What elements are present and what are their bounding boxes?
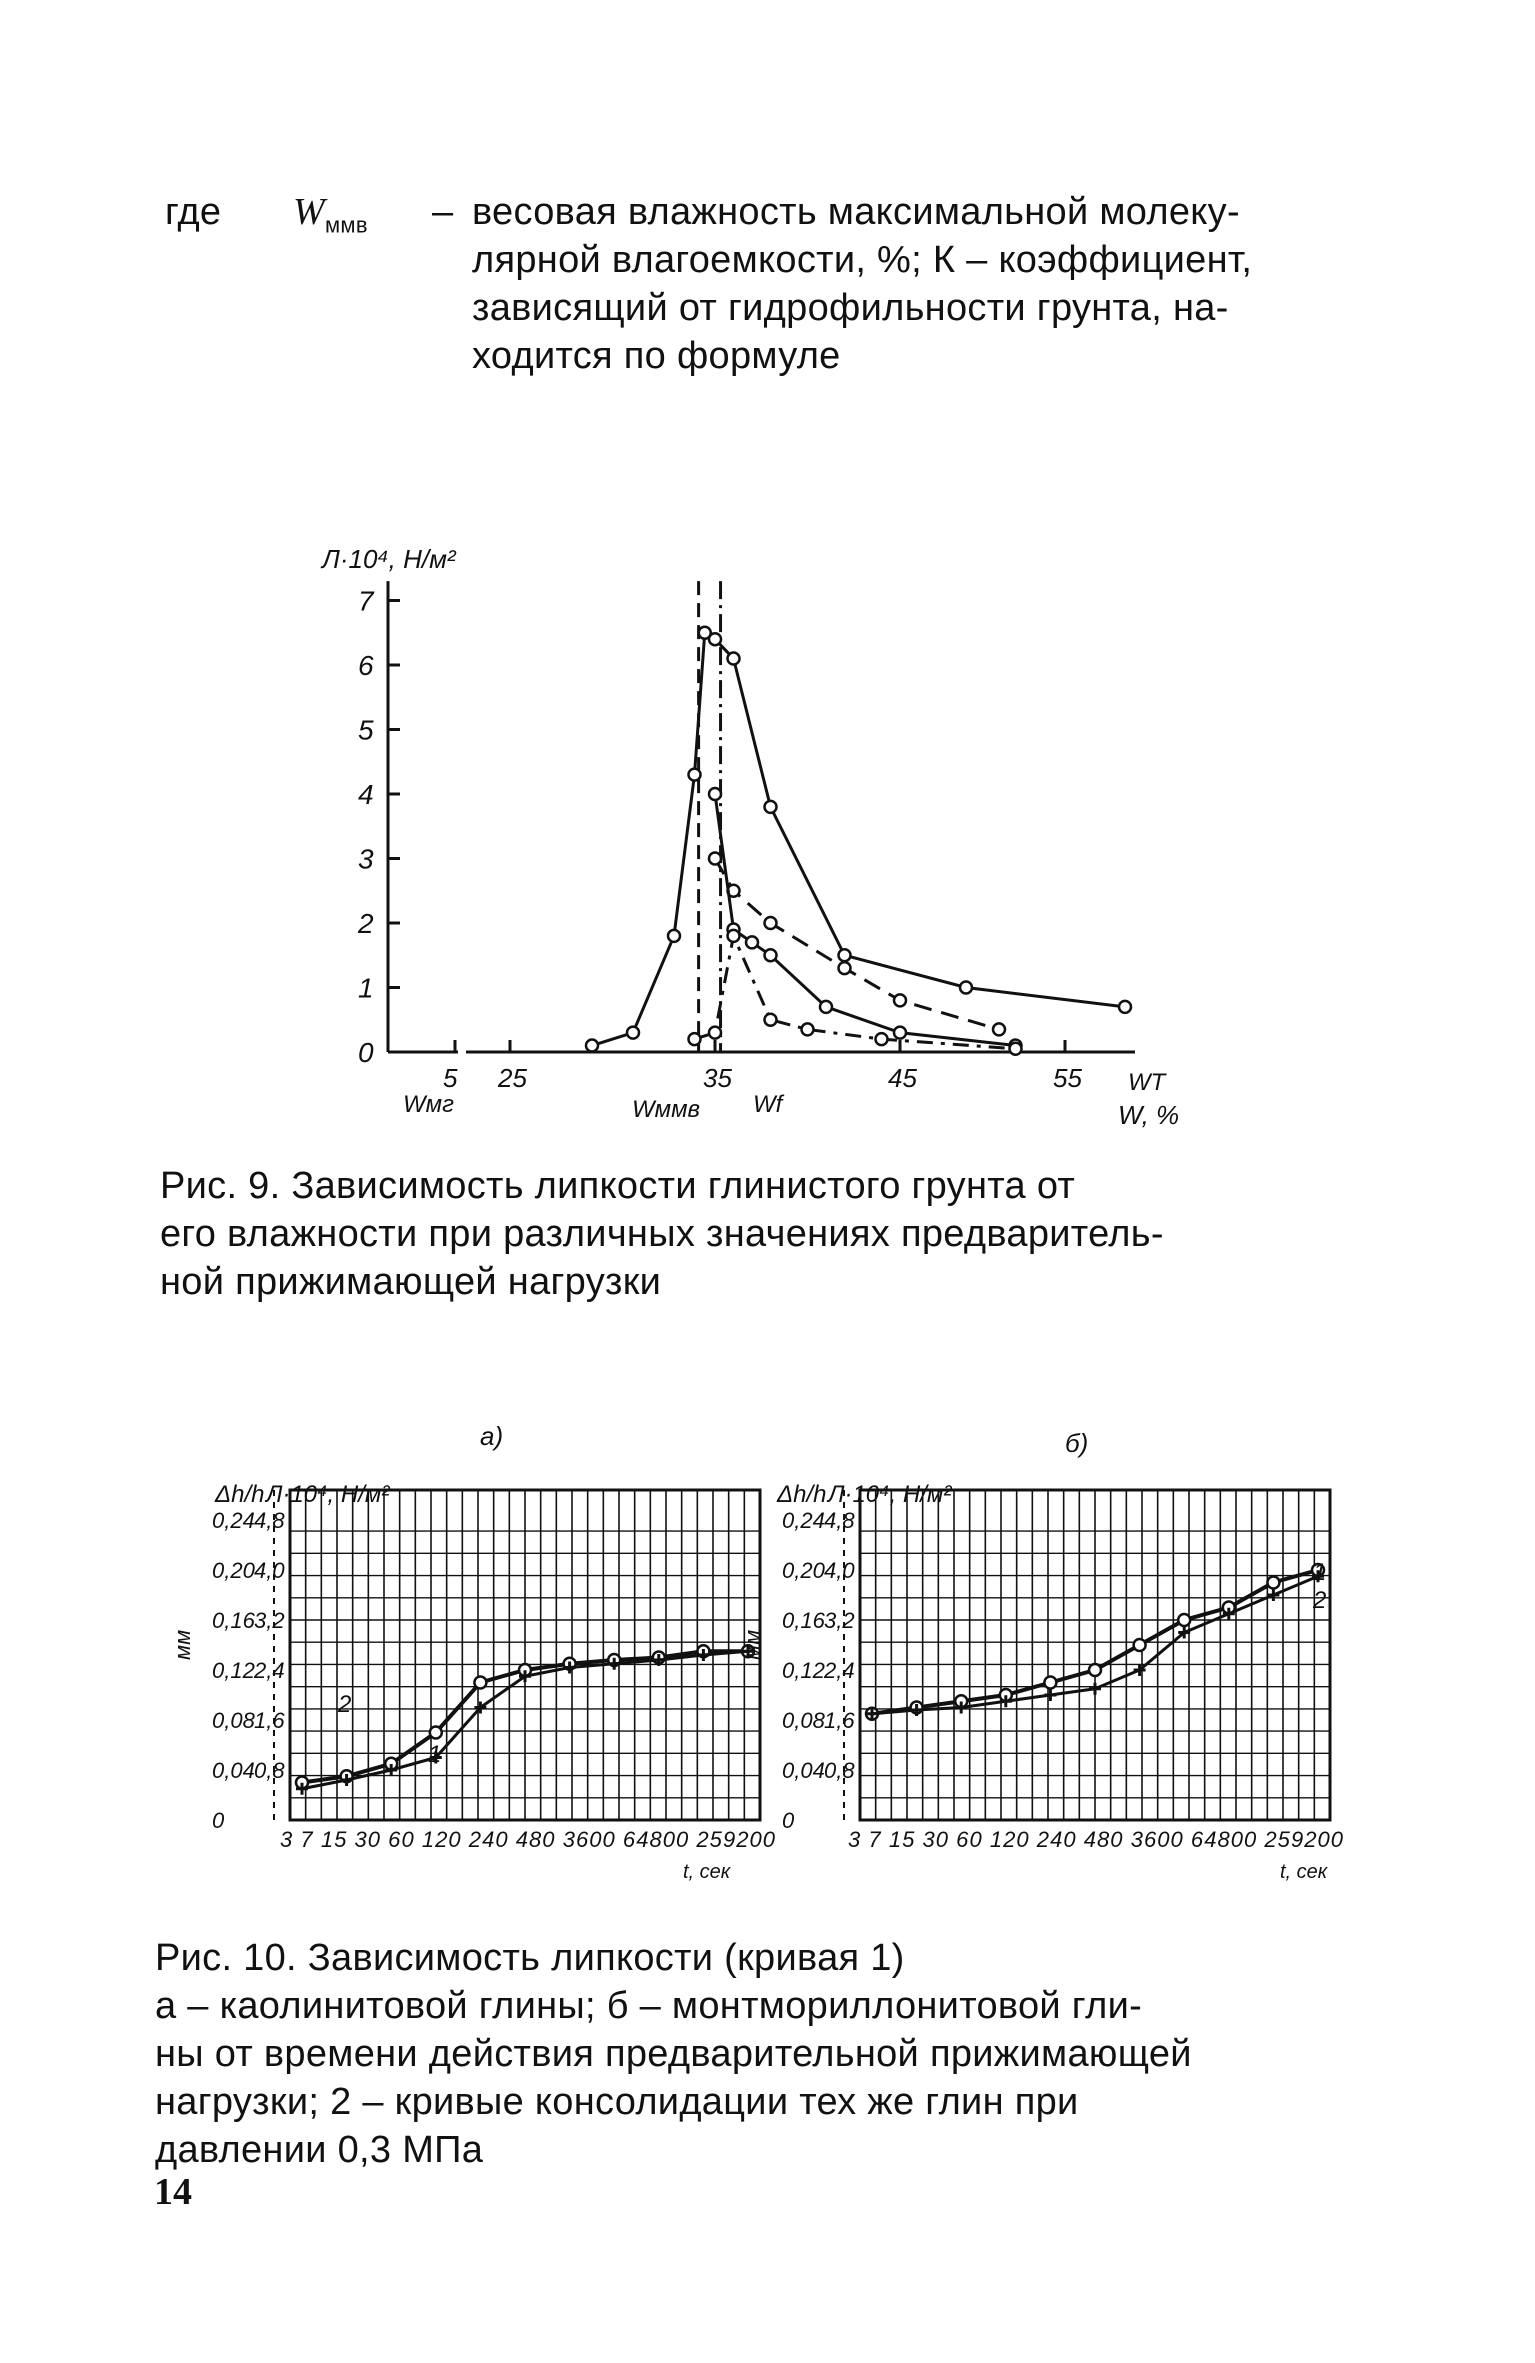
fig9-marker-w-percent: W, % [1118, 1100, 1180, 1130]
fig10b-curve-label-2: 2 [1313, 1587, 1327, 1614]
definition-line: ходится по формуле [472, 335, 841, 377]
fig10a-tick-left: 0,04 [212, 1758, 255, 1783]
fig10a-point [430, 1727, 442, 1739]
fig10a-tick-left: 0,24 [212, 1508, 255, 1533]
fig10-panel-b [782, 1490, 1330, 1833]
fig10a-y-unit: мм [170, 1629, 195, 1660]
fig9-y-tick-label: 4 [358, 779, 374, 810]
fig10a-tick-left: 0 [212, 1808, 225, 1833]
fig9-caption-line: ной прижимающей нагрузки [160, 1261, 662, 1303]
fig10-caption-line: Рис. 10. Зависимость липкости (кривая 1) [155, 1937, 905, 1979]
fig9-x-tick-label: 35 [703, 1063, 732, 1093]
fig10b-point [1267, 1577, 1279, 1589]
fig10b-point [1178, 1614, 1190, 1626]
fig9-marker-wf: Wf [753, 1091, 783, 1118]
w-symbol-sub: ммв [324, 212, 368, 238]
fig10a-tick-right: 4,8 [254, 1508, 285, 1533]
fig10b-tick-right: 2,4 [824, 1658, 855, 1683]
fig10-panel-b-label: б) [1065, 1428, 1089, 1458]
fig10b-tick-right: 4,8 [824, 1508, 855, 1533]
fig10-panel-a [212, 1490, 760, 1833]
fig10b-tick-left: 0,16 [782, 1608, 825, 1633]
definition-dash: – [432, 191, 454, 233]
fig10a-tick-right: 0,8 [254, 1758, 285, 1783]
fig10b-tick-left: 0,24 [782, 1508, 825, 1533]
definition-line: лярной влагоемкости, %; К – коэффициент, [472, 239, 1253, 281]
fig10a-y-right-label: Л·10⁴, Н/м² [266, 1481, 390, 1508]
fig10-caption-line: а – каолинитовой глины; б – монтмориллонитовой гли- [155, 1985, 1143, 2027]
figure-10-caption [155, 1934, 1385, 2174]
fig9-x-tick-label: 5 [443, 1063, 458, 1093]
fig10b-point [1134, 1639, 1146, 1651]
fig10a-tick-right: 2,4 [254, 1658, 285, 1683]
fig10-panel-a-label: а) [480, 1421, 504, 1451]
fig10b-x-ticks: 3 7 15 30 60 120 240 480 3600 64800 259200 [848, 1827, 1343, 1852]
fig9-marker-wmg: Wмг [403, 1091, 454, 1118]
fig10b-tick-right: 0,8 [824, 1758, 855, 1783]
where-word: где [165, 191, 222, 233]
fig10-caption-line: нагрузки; 2 – кривые консолидации тех же глин при [155, 2081, 1079, 2123]
fig9-marker-wmmv: Wммв [632, 1096, 701, 1123]
fig10a-tick-left: 0,08 [212, 1708, 255, 1733]
fig9-y-tick-label: 1 [358, 972, 374, 1004]
fig10b-x-label: t, сек [1280, 1861, 1328, 1883]
fig10b-point [1044, 1677, 1056, 1689]
fig10b-curve-label-1: 1 [1313, 1559, 1327, 1586]
fig10a-point [474, 1677, 486, 1689]
fig10b-point [1089, 1664, 1101, 1676]
fig10a-curve-label-1: 1 [428, 1741, 442, 1768]
fig9-caption-line: Рис. 9. Зависимость липкости глинистого грунта от [160, 1165, 1076, 1207]
fig10b-tick-left: 0,08 [782, 1708, 825, 1733]
fig10a-x-ticks: 3 7 15 30 60 120 240 480 3600 64800 259200 [280, 1827, 775, 1852]
fig9-caption-line: его влажности при различных значениях предваритель- [160, 1213, 1164, 1255]
fig10a-tick-left: 0,20 [212, 1558, 255, 1583]
fig9-x-tick-label: 55 [1053, 1063, 1082, 1093]
fig10b-y-left-label: Δh/h [777, 1481, 827, 1508]
definition-line: зависящий от гидрофильности грунта, на- [472, 287, 1229, 329]
fig10a-tick-right: 3,2 [254, 1608, 285, 1633]
fig9-x-tick-label: 25 [498, 1063, 527, 1093]
fig9-x-tick-label: 45 [888, 1063, 917, 1093]
fig10a-curve-label-2: 2 [338, 1691, 352, 1718]
fig10b-tick-left: 0,12 [782, 1658, 825, 1683]
fig10b-y-unit: мм [740, 1629, 765, 1660]
fig10a-x-label: t, сек [683, 1861, 731, 1883]
fig10-caption-line: давлении 0,3 МПа [155, 2129, 484, 2171]
page-number: 14 [154, 2171, 192, 2213]
w-symbol-main: W [293, 191, 325, 233]
fig10a-tick-right: 1,6 [254, 1708, 285, 1733]
fig10b-tick-right: 4,0 [824, 1558, 855, 1583]
definition-line: весовая влажность максимальной молеку- [472, 191, 1240, 233]
fig10a-tick-left: 0,16 [212, 1608, 255, 1633]
fig9-y-tick-label: 2 [358, 908, 374, 939]
fig10a-tick-left: 0,12 [212, 1658, 255, 1683]
fig9-y-tick-label: 3 [358, 843, 374, 875]
fig10b-tick-left: 0,04 [782, 1758, 825, 1783]
fig10a-y-left-label: Δh/h [215, 1481, 265, 1508]
fig10b-tick-right: 3,2 [824, 1608, 855, 1633]
fig10b-y-right-label: Л·10⁴, Н/м² [828, 1481, 952, 1508]
fig9-y-axis-label: Л·10⁴, Н/м² [322, 544, 456, 574]
fig10b-cross [1089, 1683, 1101, 1695]
fig9-marker-wt: WT [1128, 1069, 1166, 1096]
fig9-y-tick-label: 6 [358, 650, 374, 681]
fig10b-tick-left: 0 [782, 1808, 795, 1833]
fig9-y-tick-label: 0 [358, 1037, 374, 1068]
fig10a-tick-right: 4,0 [254, 1558, 285, 1583]
fig9-y-tick-label: 7 [358, 585, 374, 617]
fig10-caption-line: ны от времени действия предварительной прижимающей [155, 2033, 1192, 2075]
fig10b-cross [1267, 1589, 1279, 1601]
fig10b-tick-left: 0,20 [782, 1558, 825, 1583]
fig10b-cross [1044, 1689, 1056, 1701]
fig10b-tick-right: 1,6 [824, 1708, 855, 1733]
fig9-y-tick-label: 5 [358, 714, 374, 746]
